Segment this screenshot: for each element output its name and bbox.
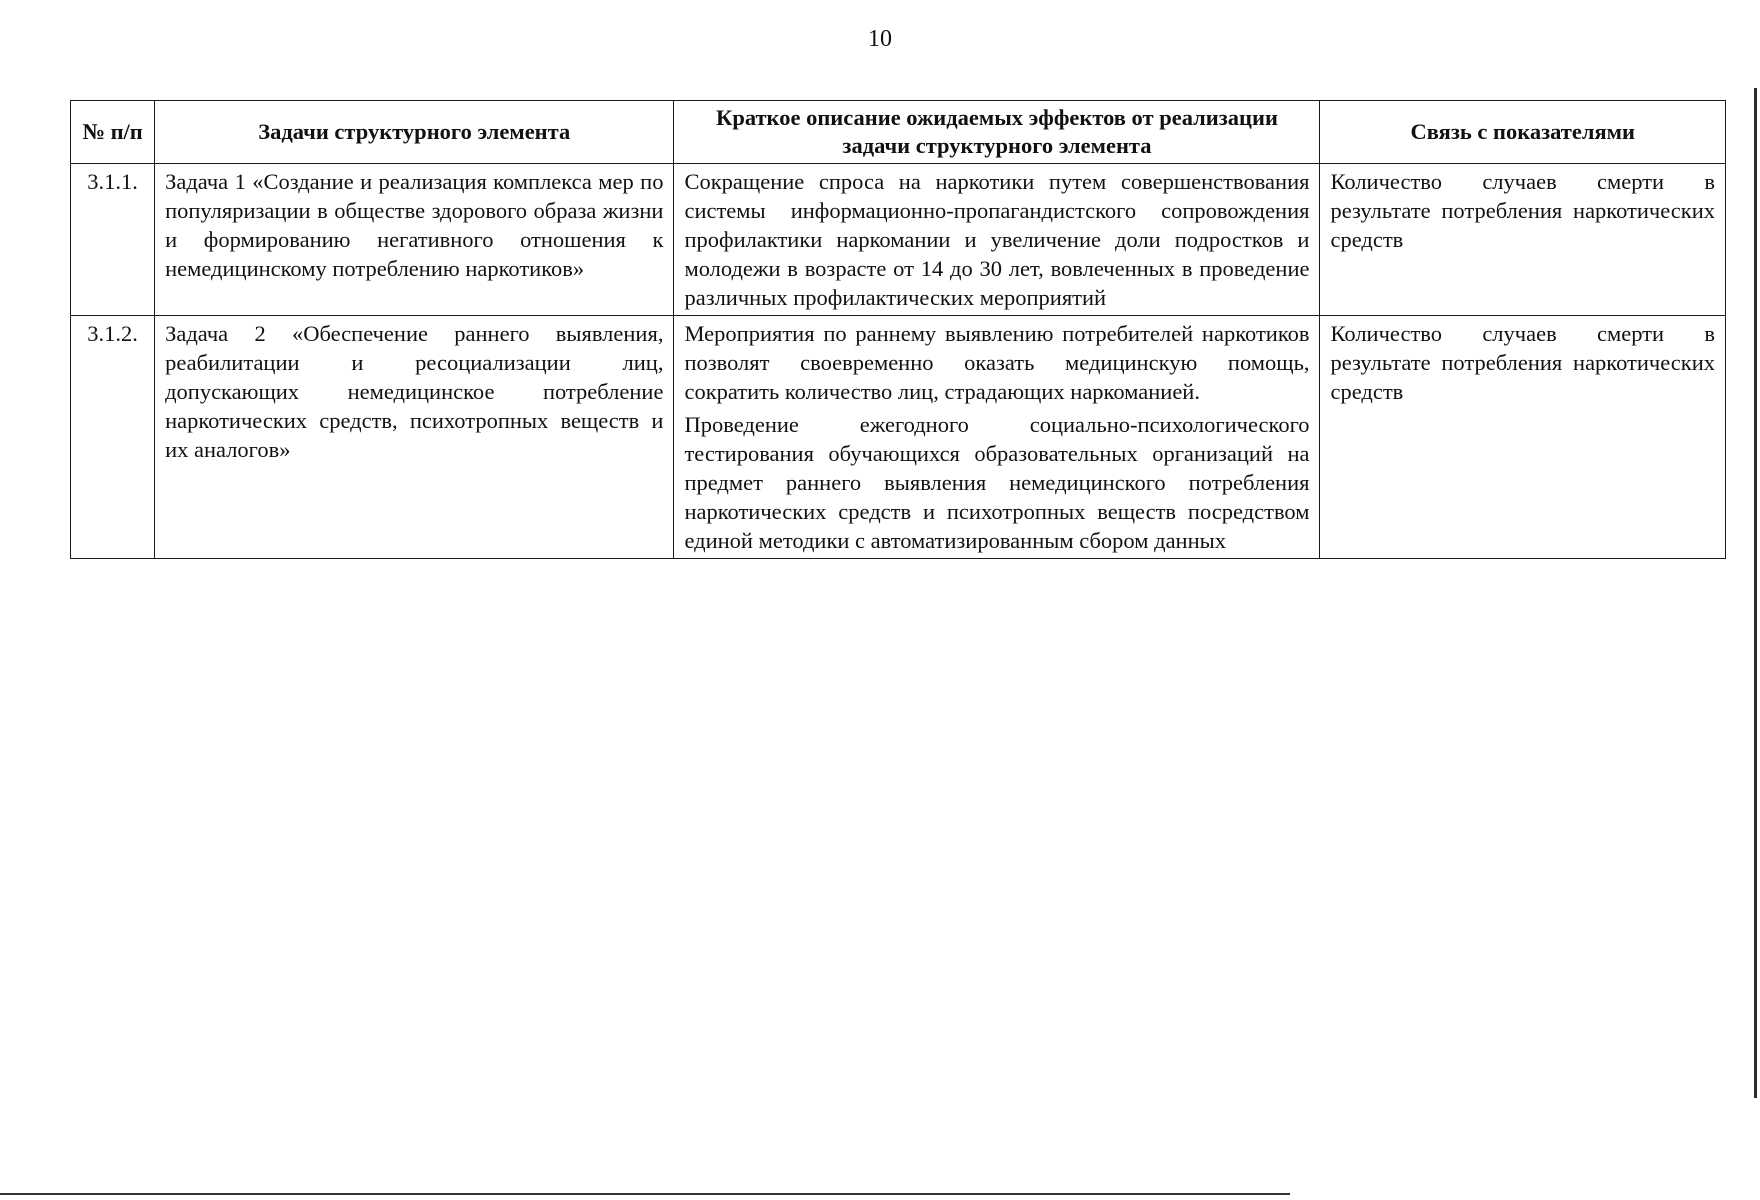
structural-element-tasks-table [70,100,1726,559]
task-description: Задача 1 «Создание и реализация комплекса мер по популяризации в обществе здорового образа жизни и формированию негативного отношения к немедицинскому потреблению наркотиков» [155,164,674,316]
header-task: Задачи структурного элемента [155,101,674,164]
effect-paragraph: Проведение ежегодного социально-психологического тестирования обучающихся образовательных организаций на предмет раннего выявления немедицинского потребления наркотических средств и психотропных веществ посредством единой методики с автоматизированным сбором данных [684,412,1310,553]
indicator-link: Количество случаев смерти в результате потребления наркотических средств [1320,164,1726,316]
scan-bottom-rule [0,1193,1290,1195]
row-number: 3.1.1. [71,164,155,316]
table-body [71,164,1726,559]
header-effect: Краткое описание ожидаемых эффектов от реализации задачи структурного элемента [674,101,1320,164]
page-number: 10 [868,26,892,52]
table-row [71,164,1726,316]
header-row [71,101,1726,164]
table-header [71,101,1726,164]
header-link: Связь с показателями [1320,101,1726,164]
indicator-link: Количество случаев смерти в результате потребления наркотических средств [1320,316,1726,559]
effect-paragraph: Мероприятия по раннему выявлению потребителей наркотиков позволят своевременно оказать медицинскую помощь, сократить количество лиц, страдающих наркоманией. [684,321,1310,404]
task-description: Задача 2 «Обеспечение раннего выявления, реабилитации и ресоциализации лиц, допускающих немедицинское потребление наркотических средств, психотропных веществ и их аналогов» [155,316,674,559]
header-num: № п/п [71,101,155,164]
effect-description [674,316,1320,559]
effect-paragraph: Сокращение спроса на наркотики путем совершенствования системы информационно-пропагандистского сопровождения профилактики наркомании и увеличение доли подростков и молодежи в возрасте от 14 до 30 лет, вовлеченных в проведение различных профилактических мероприятий [684,169,1310,310]
scan-right-edge [1754,88,1757,1098]
row-number: 3.1.2. [71,316,155,559]
effect-description [674,164,1320,316]
table-row [71,316,1726,559]
